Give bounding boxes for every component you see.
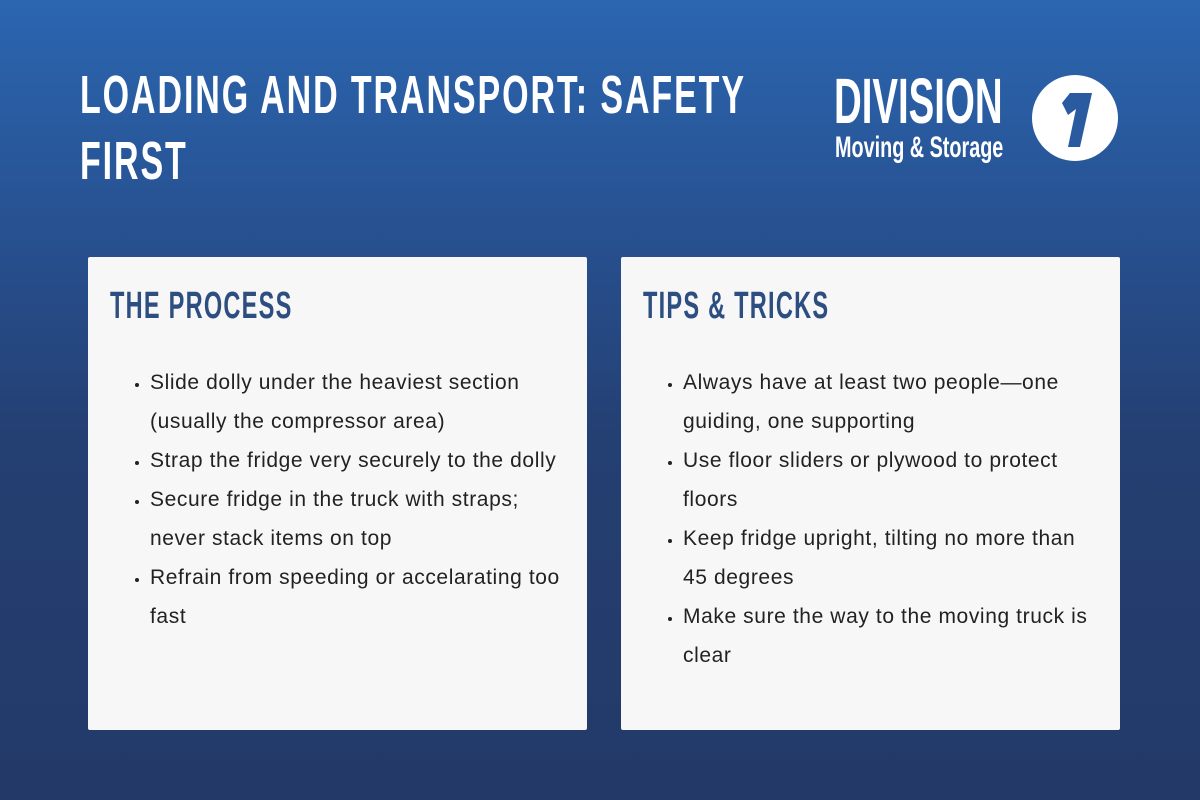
process-card: [88, 257, 587, 730]
list-item: • Strap the fridge very securely to the dolly: [150, 441, 560, 480]
tips-card: [621, 257, 1120, 730]
list-item: • Slide dolly under the heaviest section (usually the compressor area): [150, 363, 560, 441]
list-item: • Refrain from speeding or accelarating too fast: [150, 558, 560, 636]
list-item: • Keep fridge upright, tilting no more than 45 degrees: [683, 519, 1093, 597]
page-title: LOADING AND TRANSPORT: SAFETY FIRST: [80, 65, 746, 191]
list-item: • Make sure the way to the moving truck is clear: [683, 597, 1093, 675]
process-list: [132, 363, 560, 636]
logo-subtitle: Moving & Storage: [835, 131, 1004, 164]
card-heading: TIPS & TRICKS: [643, 285, 830, 327]
list-item: • Secure fridge in the truck with straps; never stack items on top: [150, 480, 560, 558]
logo-badge: [1032, 75, 1118, 161]
division-1-logo: [834, 66, 1124, 166]
card-heading: THE PROCESS: [110, 285, 293, 327]
tips-list: [665, 363, 1093, 675]
number-one-icon: [1032, 75, 1118, 161]
list-item: • Always have at least two people—one guiding, one supporting: [683, 363, 1093, 441]
logo-word: DIVISION: [834, 65, 1003, 137]
list-item: • Use floor sliders or plywood to protect floors: [683, 441, 1093, 519]
